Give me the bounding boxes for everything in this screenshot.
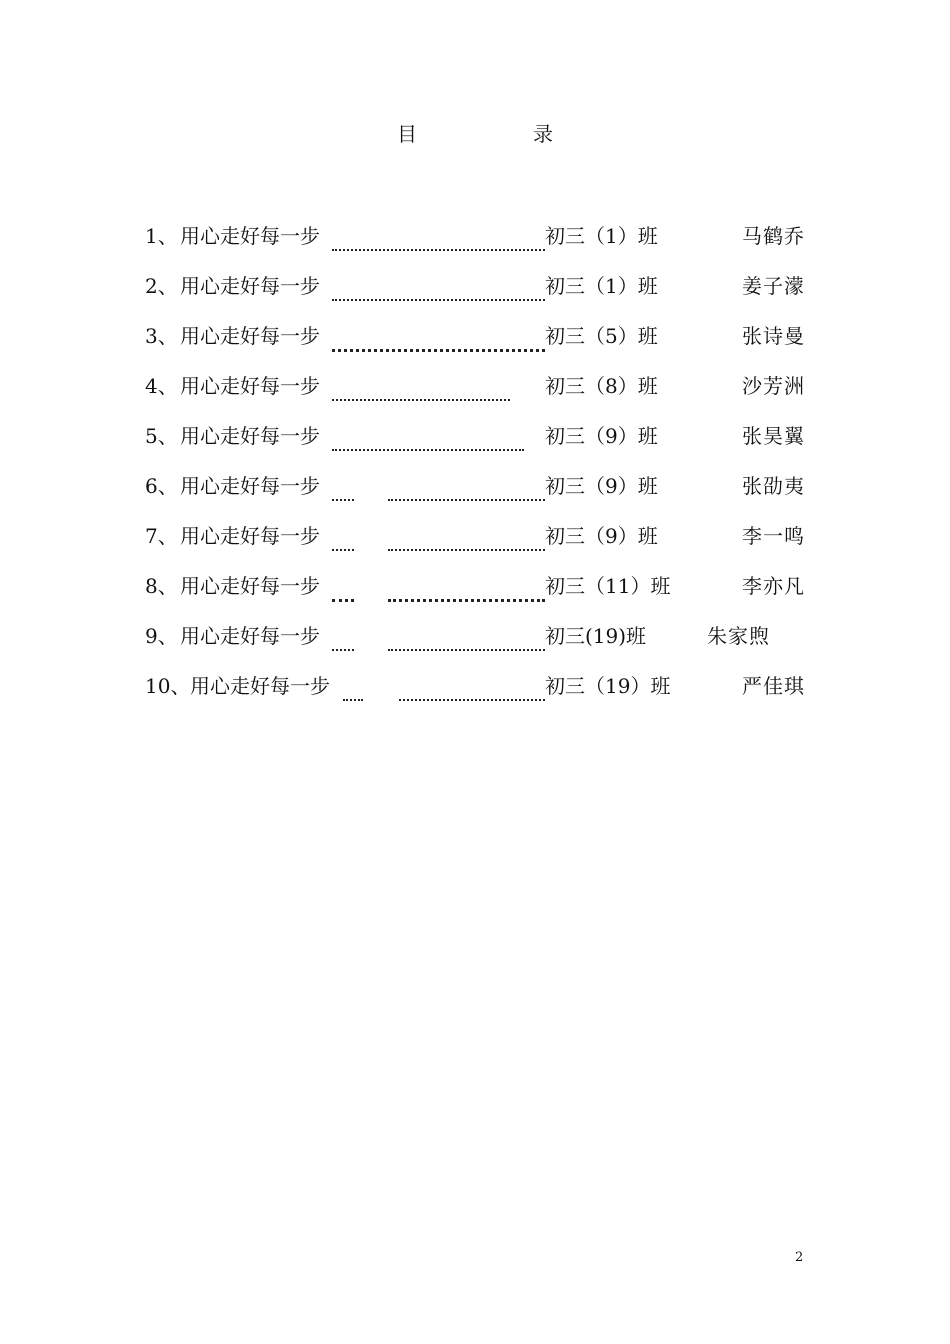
entry-author: 张昊翼 — [742, 424, 805, 448]
entry-number: 10、 — [145, 674, 191, 698]
entry-class: 初三(19)班 — [545, 624, 647, 648]
dot-leader — [332, 449, 524, 451]
toc-entry[interactable] — [145, 316, 805, 366]
dot-leader — [399, 699, 545, 701]
entry-number: 9、 — [145, 624, 178, 648]
entry-class: 初三（1）班 — [545, 224, 658, 248]
entry-title: 用心走好每一步 — [180, 274, 320, 298]
toc-entry[interactable] — [145, 566, 805, 616]
entry-title: 用心走好每一步 — [180, 374, 320, 398]
entry-class: 初三（9）班 — [545, 474, 658, 498]
entry-author: 马鹤乔 — [742, 224, 805, 248]
entry-title: 用心走好每一步 — [180, 524, 320, 548]
entry-number: 2、 — [145, 274, 178, 298]
dot-leader — [332, 249, 545, 251]
entry-author: 严佳琪 — [742, 674, 805, 698]
entry-author: 沙芳洲 — [742, 374, 805, 398]
entry-number: 8、 — [145, 574, 178, 598]
dot-leader — [332, 549, 354, 551]
entry-author: 张劭夷 — [742, 474, 805, 498]
toc-entry[interactable] — [145, 366, 805, 416]
toc-entry[interactable] — [145, 466, 805, 516]
entry-class: 初三（8）班 — [545, 374, 658, 398]
entry-author: 姜子濛 — [742, 274, 805, 298]
entry-author: 张诗曼 — [742, 324, 805, 348]
entry-number: 5、 — [145, 424, 178, 448]
entry-title: 用心走好每一步 — [180, 224, 320, 248]
entry-class: 初三（1）班 — [545, 274, 658, 298]
toc-entry[interactable] — [145, 416, 805, 466]
entry-number: 6、 — [145, 474, 178, 498]
page-title: 目 录 — [397, 122, 601, 146]
entry-number: 7、 — [145, 524, 178, 548]
page-number: 2 — [795, 1250, 804, 1265]
toc-entry[interactable] — [145, 216, 805, 266]
dot-leader — [388, 599, 545, 602]
entry-class: 初三（5）班 — [545, 324, 658, 348]
dot-leader — [343, 699, 363, 701]
entry-class: 初三（9）班 — [545, 424, 658, 448]
dot-leader — [388, 499, 545, 501]
entry-class: 初三（19）班 — [545, 674, 671, 698]
entry-title: 用心走好每一步 — [180, 624, 320, 648]
toc-entry[interactable] — [145, 666, 805, 716]
toc-entry[interactable] — [145, 616, 805, 666]
entry-number: 1、 — [145, 224, 178, 248]
dot-leader — [332, 299, 545, 301]
entry-author: 李亦凡 — [742, 574, 805, 598]
entry-title: 用心走好每一步 — [180, 324, 320, 348]
entry-title: 用心走好每一步 — [180, 424, 320, 448]
toc-entry[interactable] — [145, 516, 805, 566]
toc-entry[interactable] — [145, 266, 805, 316]
entry-number: 4、 — [145, 374, 178, 398]
entry-number: 3、 — [145, 324, 178, 348]
entry-title: 用心走好每一步 — [190, 674, 330, 698]
dot-leader — [332, 499, 354, 501]
table-of-contents — [145, 216, 805, 716]
entry-author: 李一鸣 — [742, 524, 805, 548]
dot-leader — [332, 399, 510, 401]
entry-title: 用心走好每一步 — [180, 474, 320, 498]
dot-leader — [332, 349, 545, 352]
entry-title: 用心走好每一步 — [180, 574, 320, 598]
dot-leader — [388, 649, 545, 651]
entry-author: 朱家煦 — [707, 624, 770, 648]
entry-class: 初三（9）班 — [545, 524, 658, 548]
dot-leader — [332, 649, 354, 651]
entry-class: 初三（11）班 — [545, 574, 671, 598]
dot-leader — [388, 549, 545, 551]
dot-leader — [332, 599, 354, 602]
